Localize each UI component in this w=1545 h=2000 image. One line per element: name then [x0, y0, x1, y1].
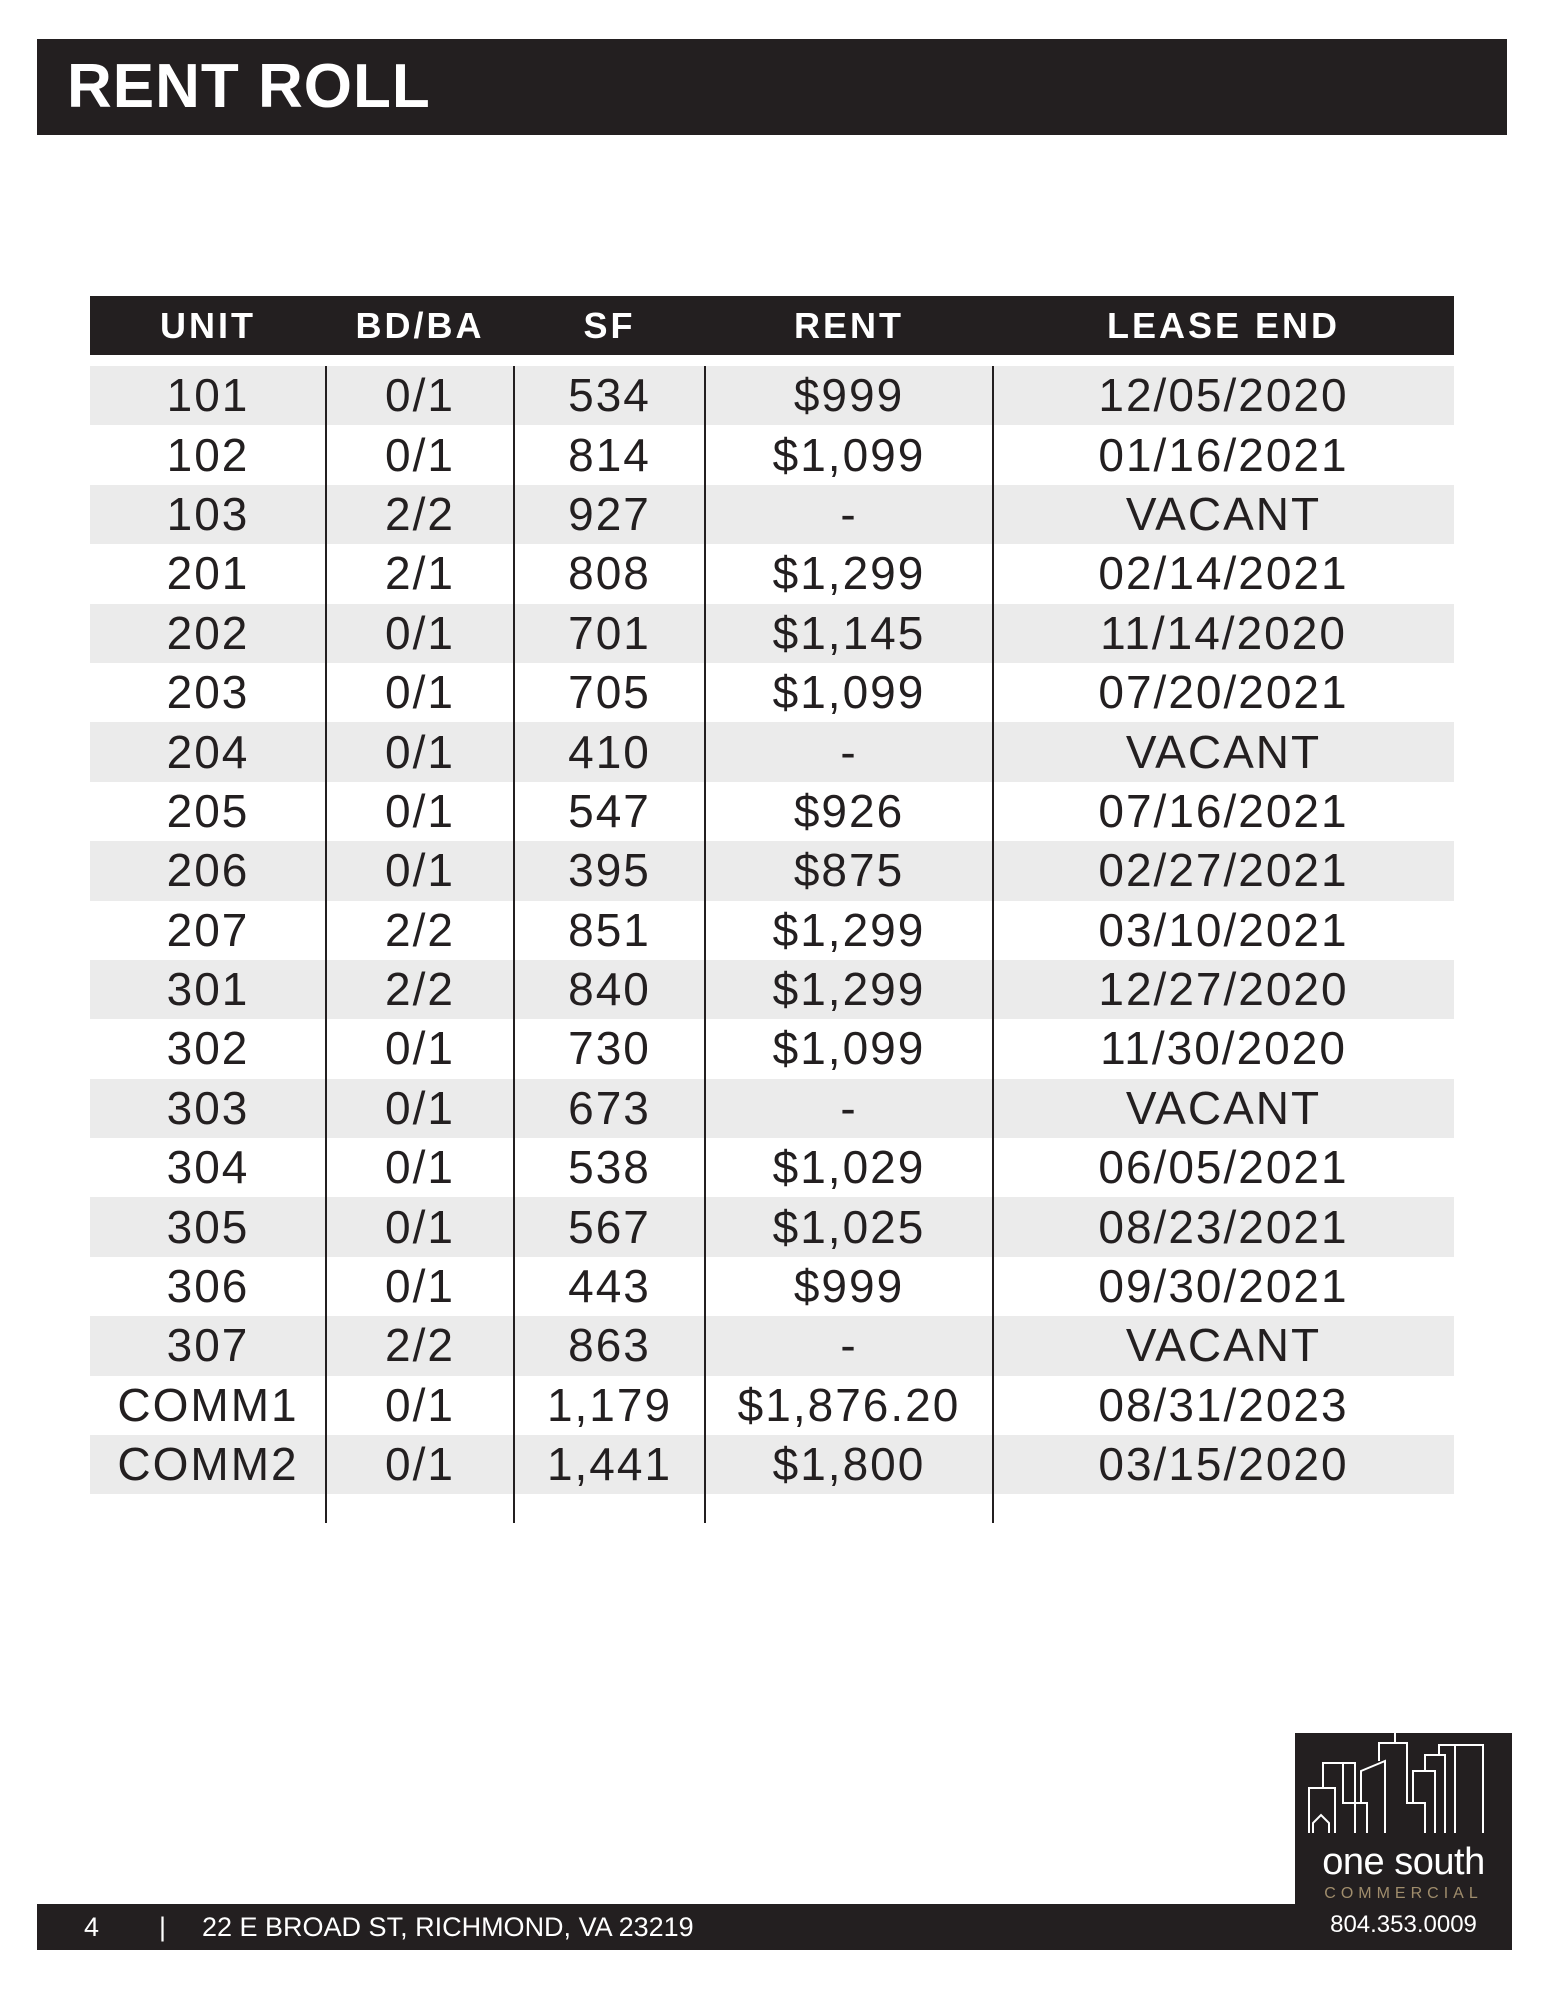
cell-bd-ba: 0/1 [385, 784, 455, 837]
cell-sf: 395 [568, 844, 651, 897]
cell-unit: 307 [166, 1319, 250, 1372]
cell-unit: 203 [166, 666, 250, 719]
cell-lease-end: 11/14/2020 [1100, 606, 1347, 659]
table-row [90, 901, 1454, 960]
title-bar [37, 39, 1507, 135]
table-row [90, 1138, 1454, 1197]
cell-lease-end: 03/15/2020 [1098, 1438, 1349, 1491]
cell-unit: 205 [166, 784, 250, 837]
cell-sf: 701 [568, 606, 651, 659]
cell-unit: 201 [166, 547, 250, 600]
cell-bd-ba: 0/1 [385, 606, 455, 659]
table-row [90, 1257, 1454, 1316]
cell-bd-ba: 0/1 [385, 666, 455, 719]
cell-lease-end: 08/23/2021 [1098, 1200, 1349, 1253]
cell-sf: 410 [568, 725, 651, 778]
cell-lease-end: 07/20/2021 [1098, 666, 1349, 719]
cell-sf: 538 [568, 1141, 651, 1194]
cell-unit: 202 [166, 606, 250, 659]
cell-rent: - [840, 1081, 858, 1134]
cell-sf: 814 [568, 428, 651, 481]
table-row [90, 1435, 1454, 1494]
cell-unit: 103 [166, 487, 250, 540]
page-number: 4 [84, 1912, 100, 1942]
table-row [90, 722, 1454, 781]
company-logo [1295, 1733, 1512, 1950]
column-divider [992, 366, 994, 1523]
cell-unit: 304 [166, 1141, 250, 1194]
cell-unit: 207 [166, 903, 250, 956]
table-body [90, 366, 1454, 1494]
cell-rent: $926 [793, 784, 905, 837]
column-divider [325, 366, 327, 1523]
column-header-bd-ba: BD/BA [355, 305, 485, 346]
cell-unit: 302 [166, 1022, 250, 1075]
cell-bd-ba: 2/2 [385, 903, 455, 956]
cell-bd-ba: 2/2 [385, 1319, 455, 1372]
column-divider [704, 366, 706, 1523]
cell-rent: $1,025 [772, 1200, 926, 1253]
cell-lease-end: 09/30/2021 [1098, 1260, 1349, 1313]
cell-rent: $1,099 [772, 1022, 926, 1075]
cell-sf: 927 [568, 487, 651, 540]
cell-bd-ba: 0/1 [385, 428, 455, 481]
cell-unit: 303 [166, 1081, 250, 1134]
table-row [90, 425, 1454, 484]
table-row [90, 544, 1454, 603]
table-row [90, 1316, 1454, 1375]
cell-lease-end: 02/27/2021 [1098, 844, 1349, 897]
cell-lease-end: VACANT [1125, 487, 1322, 540]
cell-sf: 673 [568, 1081, 651, 1134]
cell-rent: $1,299 [772, 903, 926, 956]
cell-bd-ba: 0/1 [385, 725, 455, 778]
cell-rent: $1,099 [772, 666, 926, 719]
cell-unit: COMM1 [117, 1378, 299, 1431]
logo-subtitle: COMMERCIAL [1324, 1885, 1483, 1902]
cell-lease-end: VACANT [1125, 1319, 1322, 1372]
column-header-rent: RENT [794, 305, 904, 346]
rent-roll-table [90, 296, 1454, 1494]
cell-rent: $1,800 [772, 1438, 926, 1491]
cell-rent: $1,299 [772, 547, 926, 600]
cell-sf: 863 [568, 1319, 651, 1372]
cell-rent: $1,029 [772, 1141, 926, 1194]
cell-unit: 204 [166, 725, 250, 778]
cell-rent: $999 [793, 1260, 905, 1313]
cell-bd-ba: 0/1 [385, 1438, 455, 1491]
cell-rent: $1,299 [772, 963, 926, 1016]
cell-lease-end: 07/16/2021 [1098, 784, 1349, 837]
footer-bar [37, 1904, 1295, 1950]
cell-lease-end: 03/10/2021 [1098, 903, 1349, 956]
phone-number: 804.353.0009 [1330, 1911, 1477, 1938]
cell-sf: 534 [568, 369, 651, 422]
cell-rent: $999 [793, 369, 905, 422]
table-row [90, 1019, 1454, 1078]
cell-sf: 808 [568, 547, 651, 600]
table-row [90, 485, 1454, 544]
table-row [90, 1376, 1454, 1435]
cell-lease-end: 01/16/2021 [1098, 428, 1349, 481]
cell-unit: 305 [166, 1200, 250, 1253]
cell-sf: 851 [568, 903, 651, 956]
cell-unit: 206 [166, 844, 250, 897]
cell-lease-end: 02/14/2021 [1098, 547, 1349, 600]
cell-unit: 301 [166, 963, 250, 1016]
cell-rent: $1,876.20 [737, 1378, 961, 1431]
cell-rent: $875 [793, 844, 905, 897]
table-row [90, 604, 1454, 663]
cell-bd-ba: 2/2 [385, 963, 455, 1016]
cell-sf: 705 [568, 666, 651, 719]
table-row [90, 1197, 1454, 1256]
cell-bd-ba: 0/1 [385, 844, 455, 897]
cell-lease-end: 12/27/2020 [1098, 963, 1349, 1016]
cell-sf: 443 [568, 1260, 651, 1313]
cell-sf: 547 [568, 784, 651, 837]
table-row [90, 960, 1454, 1019]
column-header-lease-end: LEASE END [1106, 305, 1341, 346]
cell-bd-ba: 0/1 [385, 1141, 455, 1194]
column-divider [513, 366, 515, 1523]
cell-lease-end: VACANT [1125, 1081, 1322, 1134]
footer-separator: | [159, 1912, 167, 1942]
table-row [90, 663, 1454, 722]
cell-bd-ba: 0/1 [385, 1022, 455, 1075]
cell-unit: 102 [166, 428, 250, 481]
table-row [90, 1079, 1454, 1138]
cell-unit: 306 [166, 1260, 250, 1313]
cell-bd-ba: 2/2 [385, 487, 455, 540]
cell-unit: 101 [166, 369, 250, 422]
cell-rent: - [840, 1319, 858, 1372]
cell-bd-ba: 0/1 [385, 1260, 455, 1313]
logo-name: one south [1322, 1841, 1485, 1883]
cell-bd-ba: 0/1 [385, 1378, 455, 1431]
cell-bd-ba: 0/1 [385, 369, 455, 422]
cell-bd-ba: 0/1 [385, 1081, 455, 1134]
cell-lease-end: 06/05/2021 [1098, 1141, 1349, 1194]
cell-rent: - [840, 725, 858, 778]
cell-lease-end: 08/31/2023 [1098, 1378, 1349, 1431]
cell-lease-end: VACANT [1125, 725, 1322, 778]
column-header-unit: UNIT [160, 305, 256, 346]
property-address: 22 E BROAD ST, RICHMOND, VA 23219 [202, 1912, 694, 1942]
page-title: RENT ROLL [67, 52, 431, 121]
column-header-sf: SF [583, 305, 636, 346]
cell-sf: 730 [568, 1022, 651, 1075]
cell-rent: $1,145 [772, 606, 926, 659]
table-row [90, 782, 1454, 841]
cell-bd-ba: 2/1 [385, 547, 455, 600]
cell-bd-ba: 0/1 [385, 1200, 455, 1253]
table-row [90, 841, 1454, 900]
table-header [90, 296, 1454, 355]
cell-rent: $1,099 [772, 428, 926, 481]
table-row [90, 366, 1454, 425]
cell-unit: COMM2 [117, 1438, 299, 1491]
cell-sf: 840 [568, 963, 651, 1016]
cell-sf: 1,179 [546, 1378, 673, 1431]
cell-lease-end: 12/05/2020 [1098, 369, 1349, 422]
cell-lease-end: 11/30/2020 [1100, 1022, 1347, 1075]
cell-sf: 1,441 [546, 1438, 673, 1491]
cell-sf: 567 [568, 1200, 651, 1253]
cell-rent: - [840, 487, 858, 540]
